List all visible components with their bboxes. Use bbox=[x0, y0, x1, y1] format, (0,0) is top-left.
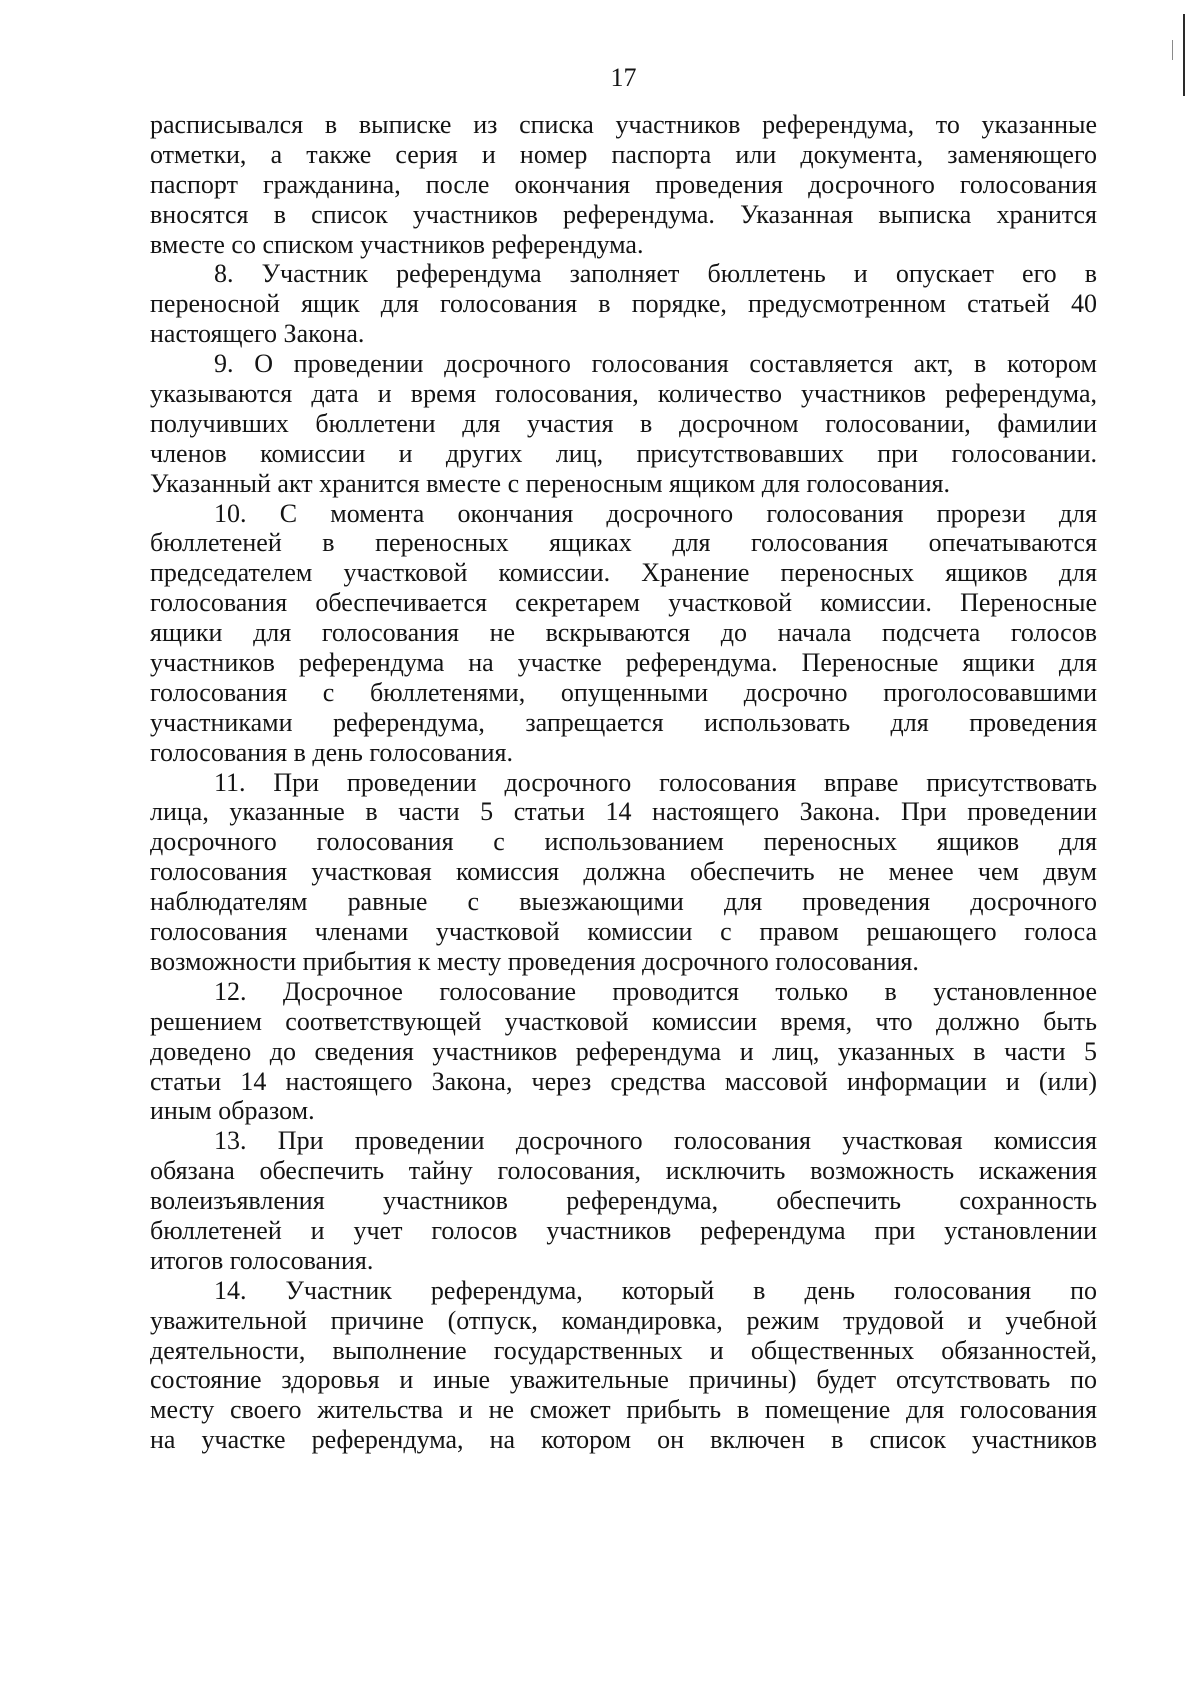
text-line: переносной ящик для голосования в порядке, предусмотренном статьей 40 bbox=[150, 289, 1097, 319]
text-line: голосования в день голосования. bbox=[150, 737, 514, 767]
text-line: паспорт гражданина, после окончания проведения досрочного голосования bbox=[150, 169, 1097, 199]
text-line: голосования членами участковой комиссии с правом решающего голоса bbox=[150, 917, 1097, 947]
text-line: участников референдума на участке референдума. Переносные ящики для bbox=[150, 648, 1097, 678]
text-line: вместе со списком участников референдума. bbox=[150, 229, 644, 259]
text-line: доведено до сведения участников референдума и лиц, указанных в части 5 bbox=[150, 1036, 1097, 1066]
text-line: вносятся в список участников референдума. Указанная выписка хранится bbox=[150, 199, 1097, 229]
text-line: состояние здоровья и иные уважительные причины) будет отсутствовать по bbox=[150, 1365, 1097, 1395]
text-line: на участке референдума, на котором он включен в список участников bbox=[150, 1425, 1097, 1455]
text-line: статьи 14 настоящего Закона, через средства массовой информации и (или) bbox=[150, 1066, 1097, 1096]
text-line: 11. При проведении досрочного голосования вправе присутствовать bbox=[214, 767, 1097, 797]
text-line: волеизъявления участников референдума, обеспечить сохранность bbox=[150, 1186, 1097, 1216]
paragraph bbox=[150, 977, 1097, 1126]
text-line: бюллетеней и учет голосов участников референдума при установлении bbox=[150, 1215, 1097, 1245]
text-line: бюллетеней в переносных ящиках для голосования опечатываются bbox=[150, 528, 1097, 558]
paragraph bbox=[150, 1276, 1097, 1455]
text-line: расписывался в выписке из списка участников референдума, то указанные bbox=[150, 110, 1097, 139]
text-line: участниками референдума, запрещается использовать для проведения bbox=[150, 707, 1097, 737]
text-line: наблюдателям равные с выезжающими для проведения досрочного bbox=[150, 887, 1097, 917]
scan-edge-mark bbox=[1183, 14, 1185, 96]
paragraph bbox=[150, 259, 1097, 349]
text-line: итогов голосования. bbox=[150, 1245, 374, 1275]
paragraph bbox=[150, 349, 1097, 498]
text-line: 9. О проведении досрочного голосования составляется акт, в котором bbox=[214, 349, 1097, 379]
text-line: указываются дата и время голосования, количество участников референдума, bbox=[150, 379, 1097, 409]
text-line: ящики для голосования не вскрываются до начала подсчета голосов bbox=[150, 618, 1097, 648]
paragraph bbox=[150, 110, 1097, 259]
text-line: 13. При проведении досрочного голосования участковая комиссия bbox=[214, 1126, 1097, 1156]
scan-edge-mark-small bbox=[1172, 40, 1173, 60]
text-line: отметки, а также серия и номер паспорта или документа, заменяющего bbox=[150, 139, 1097, 169]
text-line: возможности прибытия к месту проведения досрочного голосования. bbox=[150, 946, 919, 976]
text-line: 12. Досрочное голосование проводится только в установленное bbox=[214, 976, 1097, 1006]
text-line: уважительной причине (отпуск, командировка, режим трудовой и учебной bbox=[150, 1305, 1097, 1335]
text-line: досрочного голосования с использованием переносных ящиков для bbox=[150, 827, 1097, 857]
text-line: голосования участковая комиссия должна обеспечить не менее чем двум bbox=[150, 857, 1097, 887]
text-line: 8. Участник референдума заполняет бюллетень и опускает его в bbox=[214, 259, 1097, 289]
page-number: 17 bbox=[610, 63, 637, 92]
text-line: деятельности, выполнение государственных и общественных обязанностей, bbox=[150, 1335, 1097, 1365]
text-line: Указанный акт хранится вместе с переносным ящиком для голосования. bbox=[150, 468, 950, 498]
text-line: настоящего Закона. bbox=[150, 319, 365, 349]
paragraph bbox=[150, 499, 1097, 768]
text-line: 14. Участник референдума, который в день голосования по bbox=[214, 1275, 1097, 1305]
paragraph bbox=[150, 768, 1097, 977]
text-line: 10. С момента окончания досрочного голосования прорези для bbox=[214, 498, 1097, 528]
text-line: обязана обеспечить тайну голосования, исключить возможность искажения bbox=[150, 1156, 1097, 1186]
text-line: председателем участковой комиссии. Хранение переносных ящиков для bbox=[150, 558, 1097, 588]
text-line: месту своего жительства и не сможет прибыть в помещение для голосования bbox=[150, 1395, 1097, 1425]
document-body bbox=[150, 110, 1097, 1455]
text-line: голосования обеспечивается секретарем участковой комиссии. Переносные bbox=[150, 588, 1097, 618]
text-line: иным образом. bbox=[150, 1096, 315, 1126]
text-line: решением соответствующей участковой комиссии время, что должно быть bbox=[150, 1006, 1097, 1036]
paragraph bbox=[150, 1126, 1097, 1275]
text-line: членов комиссии и других лиц, присутствовавших при голосовании. bbox=[150, 438, 1097, 468]
text-line: лица, указанные в части 5 статьи 14 настоящего Закона. При проведении bbox=[150, 797, 1097, 827]
text-line: получивших бюллетени для участия в досрочном голосовании, фамилии bbox=[150, 408, 1097, 438]
text-line: голосования с бюллетенями, опущенными досрочно проголосовавшими bbox=[150, 677, 1097, 707]
